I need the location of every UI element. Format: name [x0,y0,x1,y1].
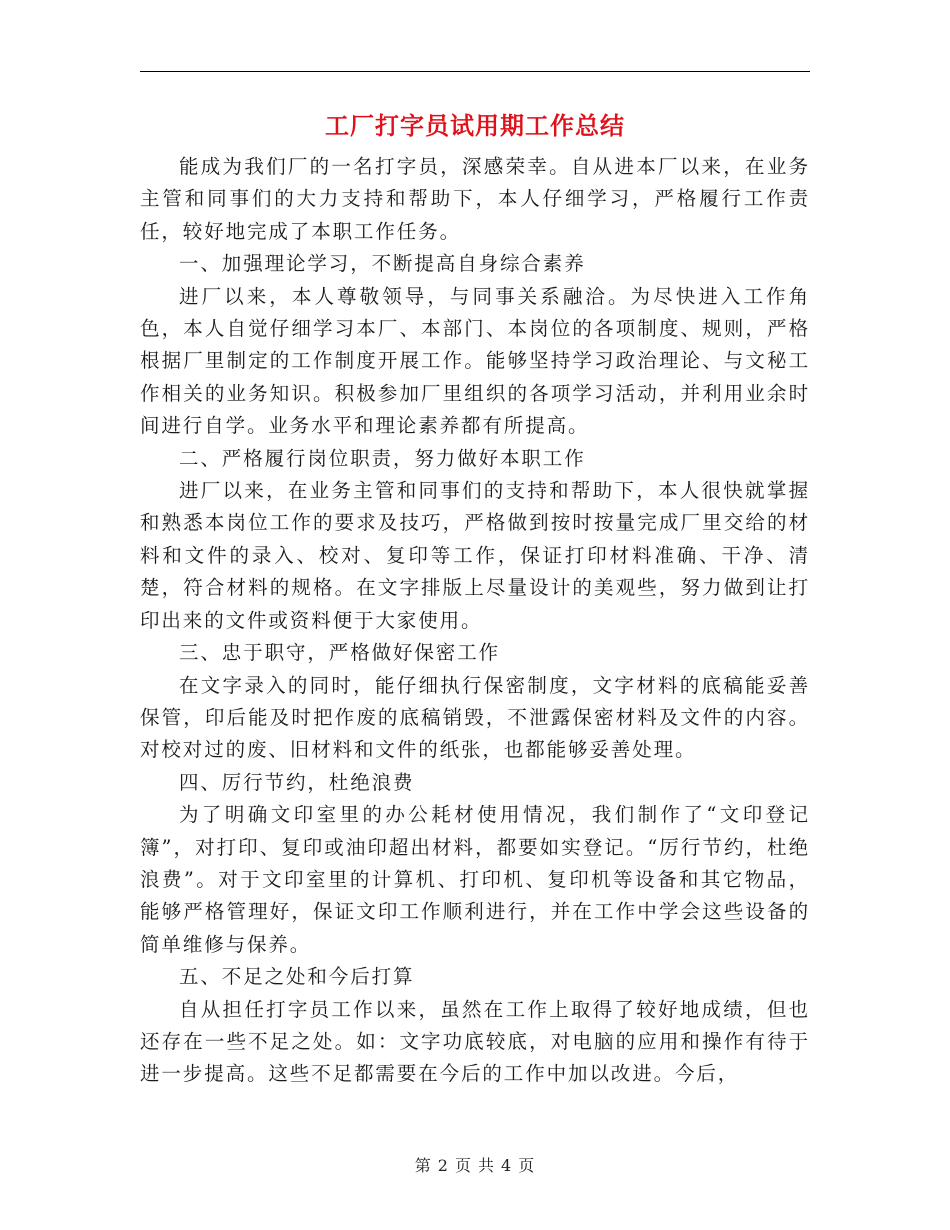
section-paragraph-2: 进厂以来，在业务主管和同事们的支持和帮助下，本人很快就掌握和熟悉本岗位工作的要求及技巧，严格做到按时按量完成厂里交给的材料和文件的录入、校对、复印等工作，保证打印材料准确、干净、清楚，符合材料的规格。在文字排版上尽量设计的美观些，努力做到让打印出来的文件或资料便于大家使用。 [140,479,810,632]
document-title: 工厂打字员试用期工作总结 [325,111,625,140]
section-heading-4: 四、厉行节约，杜绝浪费 [179,770,415,794]
footer-label-pre: 第 [414,1156,432,1175]
section-heading-1: 一、加强理论学习，不断提高自身综合素养 [179,252,586,276]
section-heading-3: 三、忠于职守，严格做好保密工作 [179,641,501,665]
section-heading-2: 二、严格履行岗位职责，努力做好本职工作 [179,446,586,470]
page-total: 4 [501,1156,513,1175]
footer-label-mid: 页 共 [454,1156,496,1175]
document-body [140,151,810,1091]
footer-label-post: 页 [518,1156,536,1175]
section-heading-5: 五、不足之处和今后打算 [179,965,415,989]
header-rule [140,71,810,72]
section-paragraph-1: 进厂以来，本人尊敬领导，与同事关系融洽。为尽快进入工作角色，本人自觉仔细学习本厂、本部门、本岗位的各项制度、规则，严格根据厂里制定的工作制度开展工作。能够坚持学习政治理论、与文秘工作相关的业务知识。积极参加厂里组织的各项学习活动，并利用业余时间进行自学。业务水平和理论素养都有所提高。 [140,284,810,438]
section-paragraph-5: 自从担任打字员工作以来，虽然在工作上取得了较好地成绩，但也还存在一些不足之处。如：文字功底较底，对电脑的应用和操作有待于进一步提高。这些不足都需要在今后的工作中加以改进。今后， [140,997,810,1086]
intro-paragraph: 能成为我们厂的一名打字员，深感荣幸。自从进本厂以来，在业务主管和同事们的大力支持和帮助下，本人仔细学习，严格履行工作责任，较好地完成了本职工作任务。 [140,155,810,243]
section-paragraph-3: 在文字录入的同时，能仔细执行保密制度，文字材料的底稿能妥善保管，印后能及时把作废的底稿销毁，不泄露保密材料及文件的内容。对校对过的废、旧材料和文件的纸张，也都能够妥善处理。 [140,673,810,762]
page-number: 2 [437,1156,449,1175]
section-paragraph-4: 为了明确文印室里的办公耗材使用情况，我们制作了“文印登记簿”，对打印、复印或油印超出材料，都要如实登记。“厉行节约，杜绝浪费”。对于文印室里的计算机、打印机、复印机等设备和其它物品，能够严格管理好，保证文印工作顺利进行，并在工作中学会这些设备的简单维修与保养。 [140,803,810,956]
page-footer [0,1155,950,1177]
